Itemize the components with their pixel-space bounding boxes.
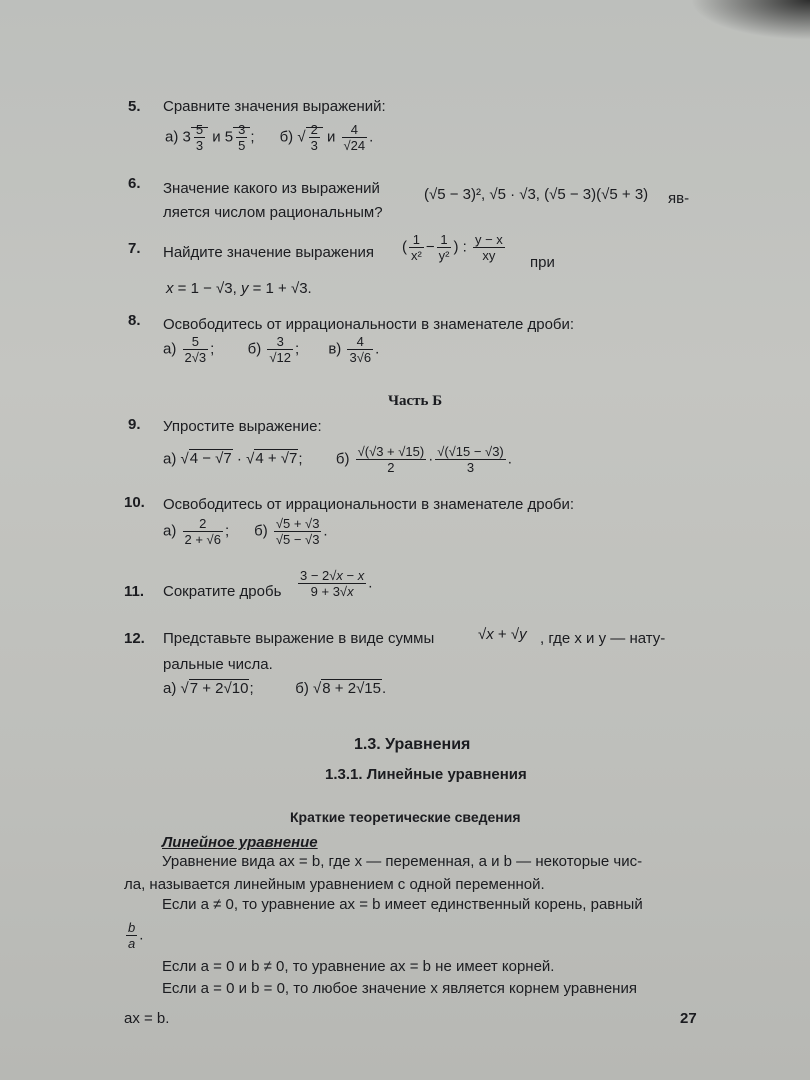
section-heading: 1.3. Уравнения [354, 736, 471, 753]
task-number: 10. [124, 494, 145, 511]
task-math: $\frac{3 - 2√x - x}{9 + 3√x}$ . [300, 568, 373, 599]
task-text: Сравните значения выражений: [163, 98, 386, 115]
task-number: 12. [124, 630, 145, 647]
task-math: а) √7 + 2√10; б) √8 + 2√15. [163, 680, 387, 697]
theory-text: Если a ≠ 0, то уравнение ax = b имеет единственный корень, равный [162, 896, 643, 913]
task-math: а) $\frac{2}{2 + √6}$ ; б) $\frac{√5 + √3}{√5 - √3}$ . [163, 516, 328, 547]
task-text: ральные числа. [163, 656, 273, 673]
task-number: 6. [128, 175, 141, 192]
task-text: Освободитесь от иррациональности в знаменателе дроби: [163, 496, 575, 513]
task-number: 11. [124, 583, 145, 600]
theory-text: Если a = 0 и b ≠ 0, то уравнение ax = b не имеет корней. [162, 958, 555, 975]
task-number: 7. [128, 240, 141, 257]
theory-title: Краткие теоретические сведения [290, 809, 521, 825]
task-math: x = 1 − √3, y = 1 + √3. [166, 280, 312, 297]
page-shadow [690, 0, 810, 40]
theory-text: ла, называется линейным уравнением с одной переменной. [124, 876, 545, 893]
task-math: (√5 − 3)², √5 · √3, (√5 − 3)(√5 + 3) [424, 186, 649, 203]
task-text: , где x и y — нату- [540, 630, 666, 647]
task-text: Найдите значение выражения [163, 244, 374, 261]
task-text: Упростите выражение: [163, 418, 322, 435]
task-text: Сократите дробь [163, 583, 282, 600]
theory-text: Уравнение вида ax = b, где x — переменная, a и b — некоторые чис- [162, 853, 643, 870]
task-text: Представьте выражение в виде суммы [163, 630, 435, 647]
part-heading: Часть Б [388, 393, 443, 409]
theory-text: ax = b. [124, 1010, 170, 1027]
task-number: 8. [128, 312, 141, 329]
task-text: при [530, 254, 555, 271]
task-math: а) $\frac{5}{2√3}$ ; б) $\frac{3}{√12}$ ; в) $\frac{4}{3√6}$ . [163, 334, 380, 365]
task-math: а) 3 $\frac{5}{3}$ и 5 $\frac{3}{5}$ ; б) √ $\frac{2}{3}$ и $\frac{4}{√24}$ . [165, 122, 374, 153]
task-number: 5. [128, 98, 141, 115]
task-number: 9. [128, 416, 141, 433]
theory-heading: Линейное уравнение [162, 834, 318, 851]
task-math: √x + √y [478, 626, 527, 643]
subsection-heading: 1.3.1. Линейные уравнения [325, 766, 527, 783]
page-number: 27 [680, 1010, 697, 1027]
task-math: а) √4 − √7 · √4 + √7; б) $\frac{√(√3 + √15)}{2}$ · $\frac{√(√15 - √3)}{3}$ . [163, 444, 512, 475]
task-text: яв- [668, 190, 690, 207]
task-text: ляется числом рациональным? [163, 204, 383, 221]
task-text: Значение какого из выражений [163, 180, 380, 197]
task-text: Освободитесь от иррациональности в знаменателе дроби: [163, 316, 575, 333]
theory-text: Если a = 0 и b = 0, то любое значение x является корнем уравнения [162, 980, 637, 997]
theory-math: $\frac{b}{a}$ . [128, 920, 144, 951]
task-math: ( $\frac{1}{\text{x²}}$ − $\frac{1}{\text{y²}}$ ) : $\frac{y - x}{xy}$ [402, 232, 503, 263]
